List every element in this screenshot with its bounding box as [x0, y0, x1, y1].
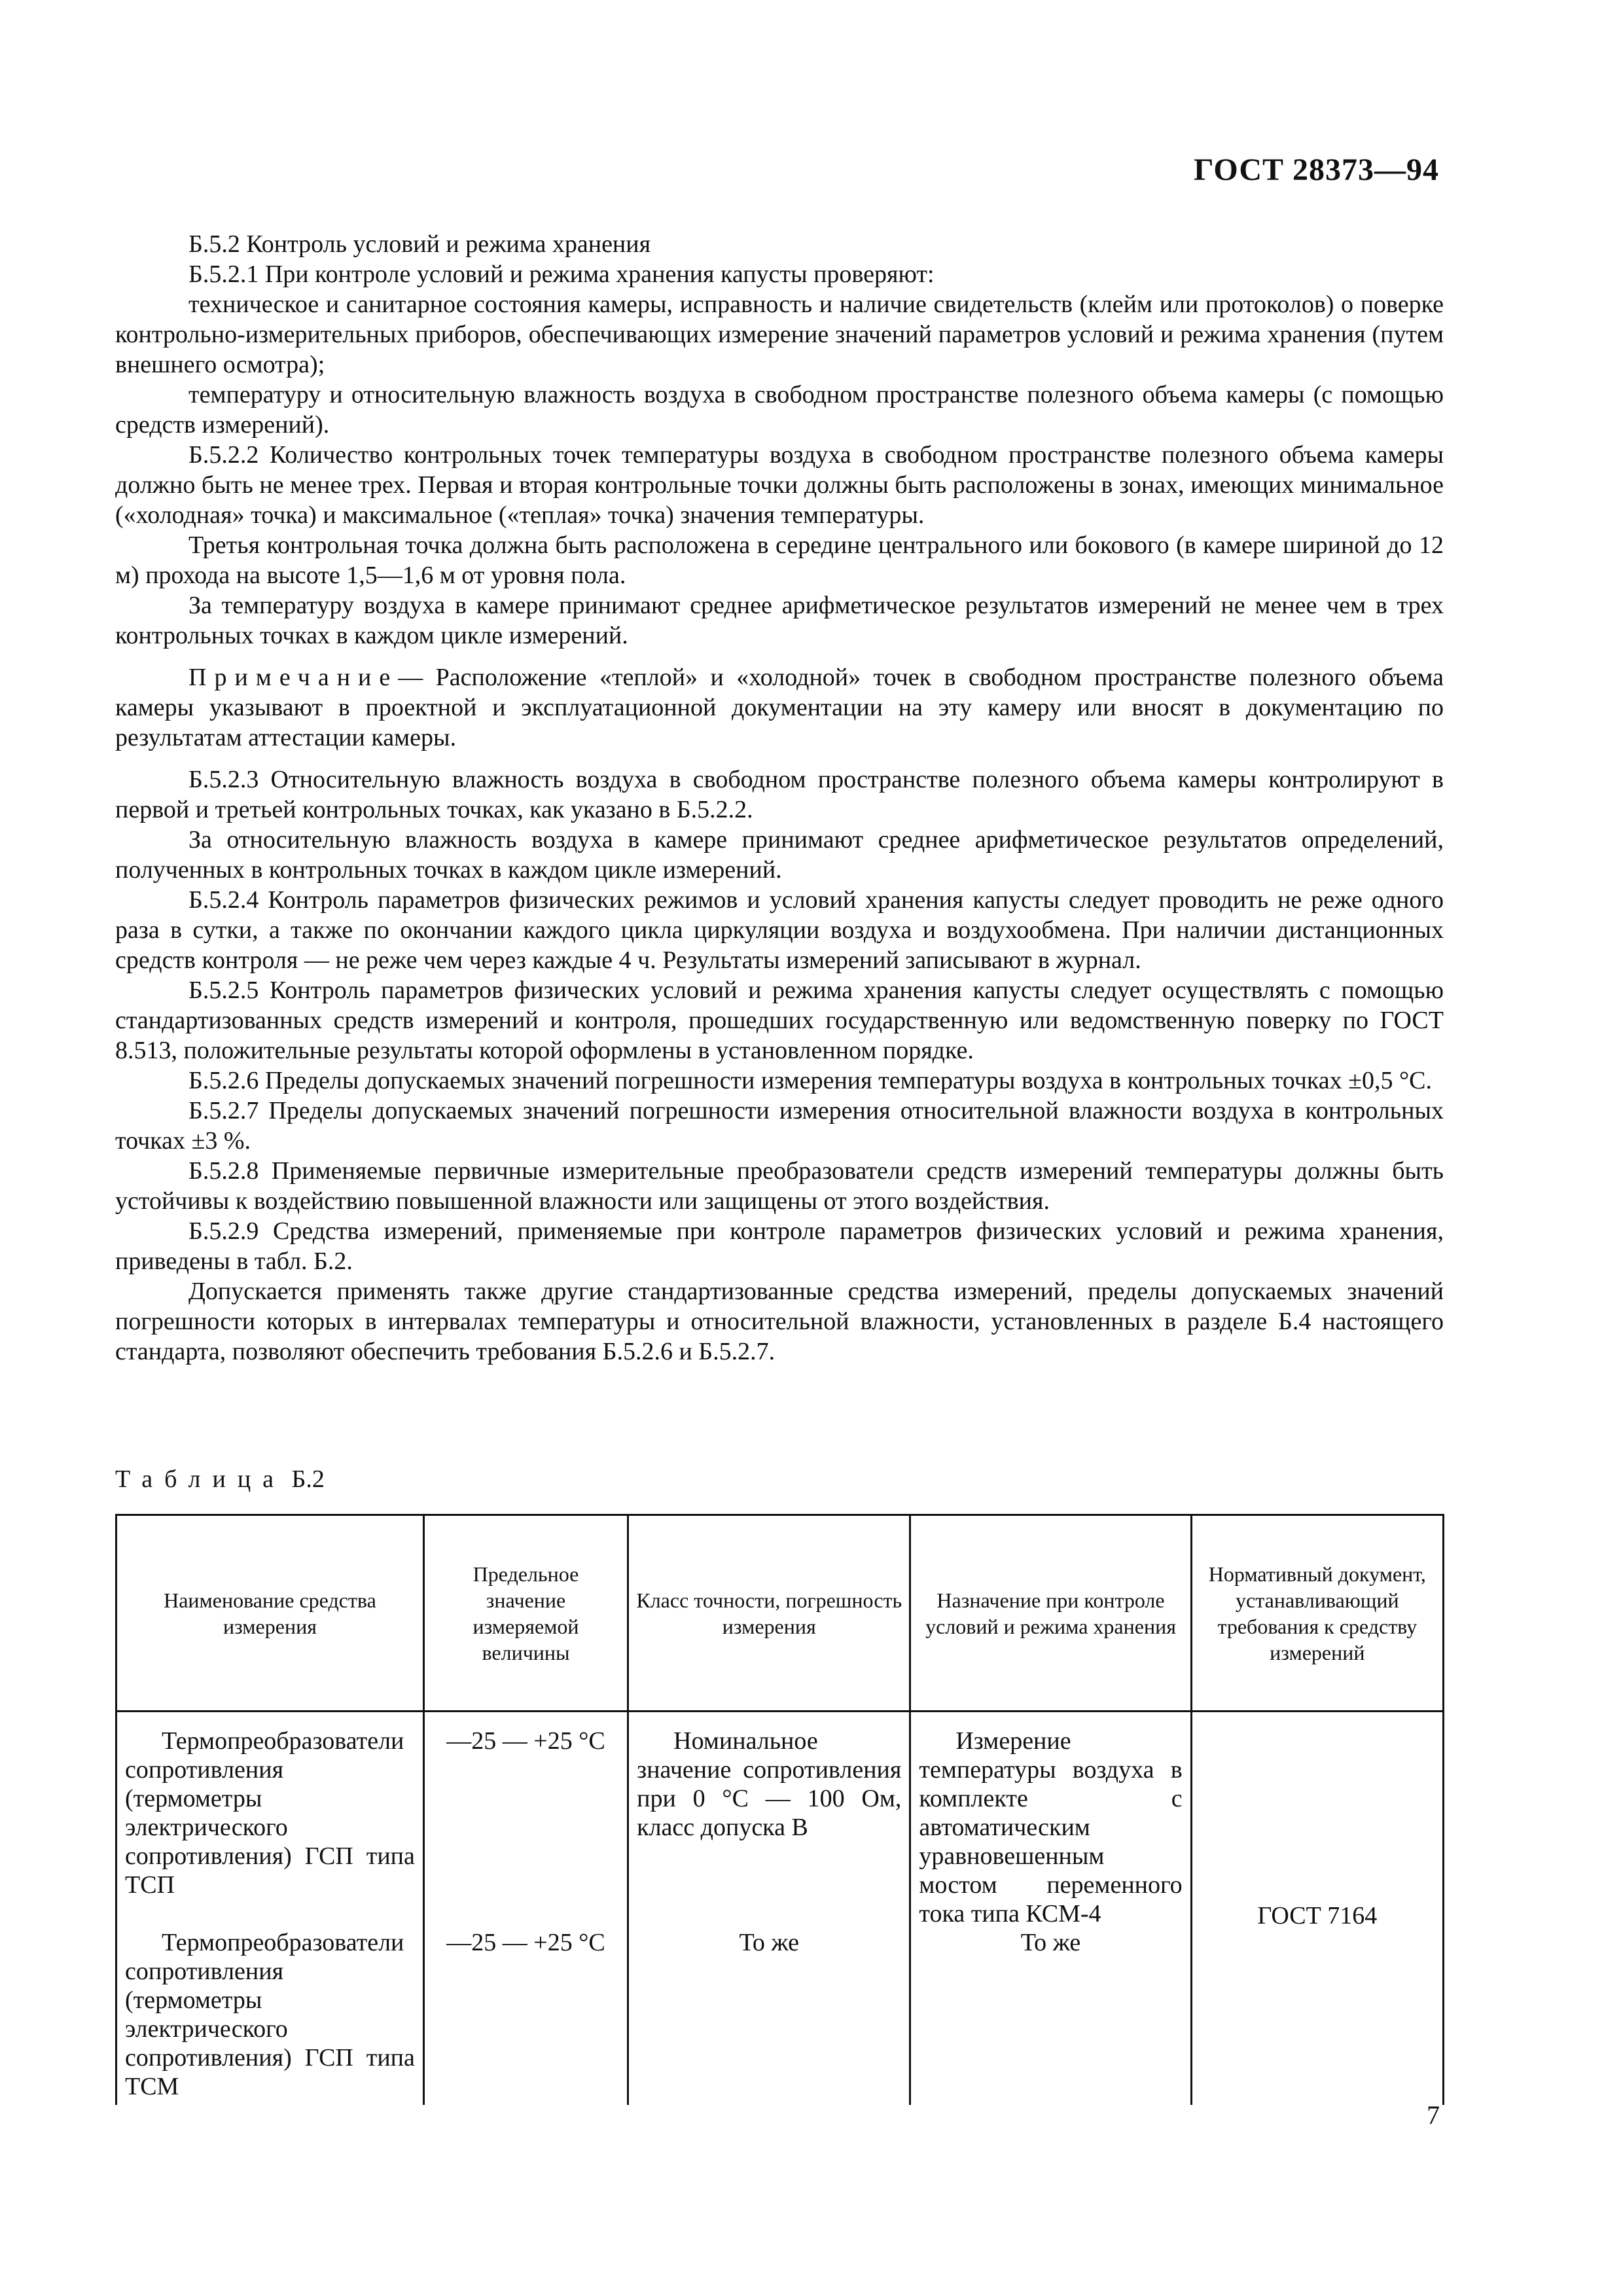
paragraph: За относительную влажность воздуха в камере принимают среднее арифметическое результатов определений, полученных в контрольных точках в каждом цикле измерений. [115, 826, 1444, 884]
table-row [116, 1712, 1444, 1929]
note-label: Примечание [188, 664, 399, 691]
table-cell-range: —25 — +25 °С [423, 1712, 628, 1929]
table-caption [115, 1465, 325, 1494]
table-cell-purpose: Измерение температуры воздуха в комплекте с автоматическим уравновешенным мостом переменного тока типа КСМ-4 [910, 1712, 1191, 1929]
table-cell-purpose: То же [910, 1928, 1191, 2105]
paragraph-b-5-2-2: Б.5.2.2 Количество контрольных точек температуры воздуха в свободном пространстве полезного объема камеры должно быть не менее трех. Первая и вторая контрольные точки должны быть расположены в зонах, имеющих минимальное («холодная» точка) и максимальное («теплая» точка) значения температуры. [115, 441, 1444, 529]
table-cell-normative-doc: ГОСТ 7164 [1191, 1712, 1443, 2106]
note-text: — Расположение «теплой» и «холодной» точек в свободном пространстве полезного объема камеры указывают в проектной и эксплуатационной документации на эту камеру или вносят в документацию по результатам аттестации камеры. [115, 664, 1444, 751]
document-header-standard: ГОСТ 28373—94 [1194, 152, 1439, 187]
paragraph-b-5-2-7: Б.5.2.7 Пределы допускаемых значений погрешности измерения относительной влажности воздуха в контрольных точках ±3 %. [115, 1097, 1444, 1155]
column-header: Назначение при контроле условий и режима хранения [910, 1515, 1191, 1712]
table-cell-name: Термопреобразователи сопротивления (термометры электрического сопротивления) ГСП типа ТСП [116, 1712, 424, 1929]
paragraph-b-5-2-3: Б.5.2.3 Относительную влажность воздуха в свободном пространстве полезного объема камеры контролируют в первой и третьей контрольных точках, как указано в Б.5.2.2. [115, 766, 1444, 823]
table-caption-label: Таблица [115, 1465, 286, 1493]
paragraph-b-5-2-5: Б.5.2.5 Контроль параметров физических условий и режима хранения капусты следует осуществлять с помощью стандартизованных средств измерений и контроля, прошедших государственную или ведомственную поверку по ГОСТ 8.513, положительные результаты которой оформлены в установленном порядке. [115, 977, 1444, 1064]
paragraph: За температуру воздуха в камере принимают среднее арифметическое результатов измерений не менее чем в трех контрольных точках в каждом цикле измерений. [115, 592, 1444, 649]
page-number: 7 [1427, 2100, 1440, 2130]
note [115, 662, 1444, 753]
column-header: Класс точности, погрешность измерения [628, 1515, 910, 1712]
paragraph: температуру и относительную влажность воздуха в свободном пространстве полезного объема камеры (с помощью средств измерений). [115, 381, 1444, 439]
paragraph-b-5-2-6: Б.5.2.6 Пределы допускаемых значений погрешности измерения температуры воздуха в контрольных точках ±0,5 °С. [188, 1067, 1432, 1094]
paragraph-b-5-2-8: Б.5.2.8 Применяемые первичные измерительные преобразователи средств измерений температуры должны быть устойчивы к воздействию повышенной влажности или защищены от этого воздействия. [115, 1157, 1444, 1215]
column-header: Нормативный документ, устанавливающий требования к средству измерений [1191, 1515, 1443, 1712]
paragraph: Допускается применять также другие стандартизованные средства измерений, пределы допускаемых значений погрешности которых в интервалах температуры и относительной влажности, установленных в разделе Б.4 настоящего стандарта, позволяют обеспечить требования Б.5.2.6 и Б.5.2.7. [115, 1278, 1444, 1365]
paragraph-b-5-2-1: Б.5.2.1 При контроле условий и режима хранения капусты проверяют: [188, 260, 935, 288]
body-text [115, 229, 1444, 1367]
paragraph-b-5-2-4: Б.5.2.4 Контроль параметров физических режимов и условий хранения капусты следует проводить не реже одного раза в сутки, а также по окончании каждого цикла циркуляции воздуха и воздухообмена. При наличии дистанционных средств контроля — не реже чем через каждые 4 ч. Результаты измерений записывают в журнал. [115, 886, 1444, 974]
paragraph-b-5-2: Б.5.2 Контроль условий и режима хранения [188, 230, 651, 258]
table-cell-range: —25 — +25 °С [423, 1928, 628, 2105]
table-cell-name: Термопреобразователи сопротивления (термометры электрического сопротивления) ГСП типа ТСМ [116, 1928, 424, 2105]
measurement-instruments-table [115, 1514, 1444, 2105]
table-header-row [116, 1515, 1444, 1712]
paragraph: Третья контрольная точка должна быть расположена в середине центрального или бокового (в камере шириной до 12 м) прохода на высоте 1,5—1,6 м от уровня пола. [115, 531, 1444, 589]
column-header: Предельное значение измеряемой величины [423, 1515, 628, 1712]
table-cell-accuracy: Номинальное значение сопротивления при 0 °С — 100 Ом, класс допуска В [628, 1712, 910, 1929]
paragraph-b-5-2-9: Б.5.2.9 Средства измерений, применяемые при контроле параметров физических условий и режима хранения, приведены в табл. Б.2. [115, 1217, 1444, 1275]
table-caption-number: Б.2 [291, 1465, 325, 1493]
table-cell-accuracy: То же [628, 1928, 910, 2105]
paragraph: техническое и санитарное состояния камеры, исправность и наличие свидетельств (клейм или протоколов) о поверке контрольно-измерительных приборов, обеспечивающих измерение значений параметров условий и режима хранения (путем внешнего осмотра); [115, 291, 1444, 378]
column-header: Наименование средства измерения [116, 1515, 424, 1712]
